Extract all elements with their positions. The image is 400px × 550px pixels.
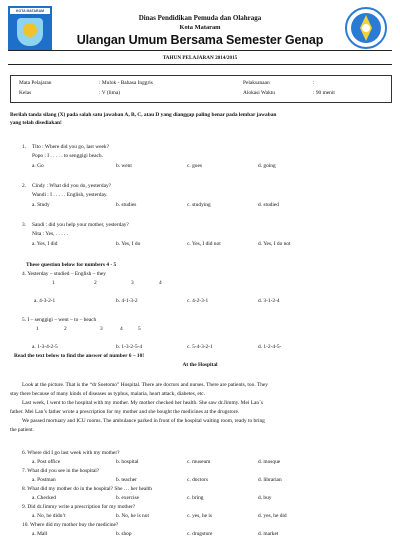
q1-line1: Tito : Where did you go, last week? bbox=[32, 144, 109, 150]
q9-option-c: c. yes, he is bbox=[187, 513, 213, 519]
q1-line2: Popo : I . . . . . to senggigi beach. bbox=[32, 153, 103, 159]
q2-line1: Cindy : What did you do, yesterday? bbox=[32, 183, 112, 189]
date-value: : bbox=[313, 80, 315, 86]
tut-wuri-handayani-logo bbox=[344, 6, 388, 50]
q5-index-2: 2 bbox=[64, 326, 67, 332]
kota-mataram-logo bbox=[8, 6, 52, 50]
q5-option-c: c. 5-4-3-2-1 bbox=[187, 344, 213, 350]
instruction-line-2: yang telah disediakan! bbox=[10, 120, 62, 126]
subject-value: : Mulok - Bahasa Inggris bbox=[99, 80, 153, 86]
q1-number: 1. bbox=[22, 144, 27, 150]
reading-p2-line1: Last week, I went to the hospital with my mother. My mother checked her health. She saw dr.Jimmy. Mei Lan´s bbox=[22, 400, 263, 406]
q2-option-b: b. studies bbox=[116, 202, 137, 208]
q4-index-3: 3 bbox=[131, 280, 134, 286]
q6-option-a: a. Post office bbox=[32, 459, 61, 465]
reading-p3-line1: We passed mortuary and ICU rooms. The ambulance parked in front of the hospital waiting room, ready to bring bbox=[22, 418, 265, 424]
class-value: : V (lima) bbox=[99, 90, 121, 96]
q4-option-a: a. 4-3-2-1 bbox=[34, 298, 56, 304]
q1-option-c: c. goes bbox=[187, 163, 202, 169]
q5-option-a: a. 1-3-4-2-5 bbox=[32, 344, 58, 350]
agency-name: Dinas Pendidikan Pemuda dan Olahraga bbox=[138, 14, 262, 22]
q9-text: 9. Did dr.Jimmy write a prescription for my mother? bbox=[22, 504, 136, 510]
q4-words: 4. Yesterday – studied – English – they bbox=[22, 271, 106, 277]
q8-option-d: d. buy bbox=[258, 495, 272, 501]
q3-option-c: c. Yes, I did not bbox=[187, 241, 221, 247]
logo-caption: KOTA MATARAM bbox=[10, 8, 50, 14]
q3-option-a: a. Yes, I did bbox=[32, 241, 58, 247]
city-name: Kota Mataram bbox=[179, 24, 221, 31]
q2-option-c: c. studying bbox=[187, 202, 211, 208]
section-4-5-heading: These question below for numbers 4 - 5 bbox=[26, 262, 117, 268]
header-rule-top bbox=[8, 50, 392, 51]
q5-index-5: 5 bbox=[138, 326, 141, 332]
q2-line2: Wandi : I . . . . . English, yesterday. bbox=[32, 192, 108, 198]
class-label: Kelas bbox=[19, 90, 32, 96]
q3-number: 3. bbox=[22, 222, 27, 228]
date-label: Pelaksanaan bbox=[243, 80, 270, 86]
q6-text: 6. Where did I go last week with my mother? bbox=[22, 450, 120, 456]
q5-option-d: d. 1-2-4-5- bbox=[258, 344, 282, 350]
reading-title: At the Hospital bbox=[182, 362, 218, 368]
q7-option-d: d. librarian bbox=[258, 477, 282, 483]
q9-option-d: d. yes, he did bbox=[258, 513, 287, 519]
q8-option-a: a. Checked bbox=[32, 495, 56, 501]
q5-index-3: 3 bbox=[100, 326, 103, 332]
q4-option-d: d. 3-1-2-4 bbox=[258, 298, 280, 304]
q4-option-c: c. 4-2-3-1 bbox=[187, 298, 209, 304]
q7-text: 7. What did you see in the hospital? bbox=[22, 468, 100, 474]
reading-p1-line2: stay there because of many kinds of diseases as typhus, malaria, heart attack, diabetes, etc. bbox=[10, 391, 206, 397]
q10-option-c: c. drugstore bbox=[187, 531, 213, 537]
q3-option-b: b. Yes, I do bbox=[116, 241, 141, 247]
q9-option-a: a. No, he didn’t bbox=[32, 513, 66, 519]
q1-option-a: a. Go bbox=[32, 163, 44, 169]
reading-p3-line2: the patient. bbox=[10, 427, 34, 433]
q4-index-4: 4 bbox=[159, 280, 162, 286]
reading-p1-line1: Look at the picture. That is the “dr Soetomo” Hospital. There are doctors and nurses. There are patients, too. They bbox=[22, 382, 268, 388]
q2-option-a: a. Study bbox=[32, 202, 50, 208]
q10-text: 10. Where did my mother buy the medicine? bbox=[22, 522, 119, 528]
q5-option-b: b. 1-3-2-5-4 bbox=[116, 344, 143, 350]
q9-option-b: b. No, he is not bbox=[116, 513, 149, 519]
time-label: Alokasi Waktu bbox=[243, 90, 275, 96]
q8-option-c: c. bring bbox=[187, 495, 204, 501]
q7-option-a: a. Postman bbox=[32, 477, 56, 483]
q6-option-d: d. mosque bbox=[258, 459, 281, 465]
exam-title: Ulangan Umum Bersama Semester Genap bbox=[76, 33, 324, 47]
q7-option-c: c. doctors bbox=[187, 477, 208, 483]
q3-option-d: d. Yes, I do not bbox=[258, 241, 291, 247]
q7-option-b: b. teacher bbox=[116, 477, 137, 483]
academic-year: TAHUN PELAJARAN 2014/2015 bbox=[162, 55, 238, 61]
q8-text: 8. What did my mother do in the hospital? She … her health bbox=[22, 486, 152, 492]
q1-option-d: d. going bbox=[258, 163, 276, 169]
subject-label: Mata Pelajaran bbox=[19, 80, 52, 86]
q6-option-c: c. museum bbox=[187, 459, 211, 465]
q5-words: 5. I – senggigi – went – to – beach bbox=[22, 317, 97, 323]
q10-option-a: a. Mall bbox=[32, 531, 48, 537]
q4-index-1: 1 bbox=[52, 280, 55, 286]
q4-option-b: b. 4-1-3-2 bbox=[116, 298, 138, 304]
logo-sun bbox=[23, 23, 37, 37]
q5-index-1: 1 bbox=[36, 326, 39, 332]
reading-instruction: Read the text below to find the answer of number 6 – 10! bbox=[14, 353, 145, 359]
header-rule-bottom bbox=[8, 64, 392, 65]
q3-line1: Sandi : did you help your mother, yesterday? bbox=[32, 222, 129, 228]
q2-number: 2. bbox=[22, 183, 27, 189]
q5-index-4: 4 bbox=[120, 326, 123, 332]
q1-option-b: b. went bbox=[116, 163, 132, 169]
q4-index-2: 2 bbox=[94, 280, 97, 286]
exam-info-box bbox=[10, 75, 392, 103]
reading-p2-line2: father. Mei Lan’s father wrote a prescription for my mother and she bought the medicines at the drugstore. bbox=[10, 409, 240, 415]
time-value: : 90 menit bbox=[313, 90, 335, 96]
q10-option-d: d. market bbox=[258, 531, 279, 537]
q3-line2: Nita : Yes, . . . . . bbox=[32, 231, 68, 237]
q2-option-d: d. studied bbox=[258, 202, 279, 208]
instruction-line-1: Berilah tanda silang (X) pada salah satu jawaban A, B, C, atau D yang dianggap paling benar pada lembar jawaban bbox=[10, 112, 277, 118]
q8-option-b: b. exercise bbox=[116, 495, 140, 501]
q6-option-b: b. hospital bbox=[116, 459, 139, 465]
q10-option-b: b. shop bbox=[116, 531, 132, 537]
